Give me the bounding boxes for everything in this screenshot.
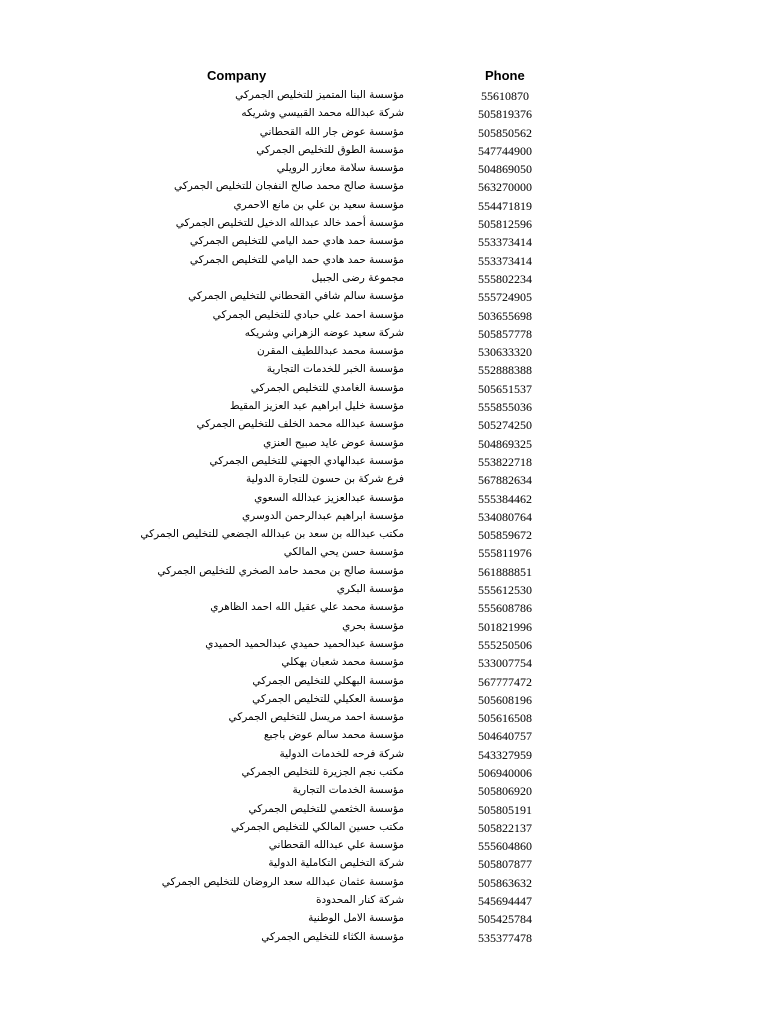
company-name: مؤسسة خليل ابراهيم عبد العزيز المقيط (229, 400, 404, 413)
phone-number: 555608786 (478, 601, 532, 616)
table-row (0, 781, 768, 799)
company-name: مجموعة رضى الجبيل (311, 271, 404, 284)
company-name: مؤسسة الطوق للتخليص الجمركي (256, 143, 404, 156)
phone-number: 567777472 (478, 674, 532, 689)
phone-number: 505651537 (478, 381, 532, 396)
company-name: مؤسسة عبدالهادي الجهني للتخليص الجمركي (209, 454, 404, 467)
table-row (0, 159, 768, 177)
company-name: فرع شركة بن حسون للتجارة الدولية (246, 473, 404, 486)
phone-number: 505425784 (478, 912, 532, 927)
phone-number: 505812596 (478, 217, 532, 232)
company-name: مؤسسة بحري (342, 619, 404, 632)
table-row (0, 397, 768, 415)
phone-number: 533007754 (478, 656, 532, 671)
table-row (0, 854, 768, 872)
phone-number: 543327959 (478, 747, 532, 762)
table-row (0, 873, 768, 891)
table-row (0, 251, 768, 269)
phone-number: 504640757 (478, 729, 532, 744)
table-row (0, 909, 768, 927)
phone-number: 505859672 (478, 528, 532, 543)
company-name: مؤسسة البنا المتميز للتخليص الجمركي (235, 89, 404, 101)
company-name: شركة كنار المحدودة (315, 894, 404, 907)
company-name: شركة سعيد عوضه الزهراني وشريكه (244, 326, 404, 339)
company-name: مؤسسة عوض جار الله القحطاني (259, 125, 404, 138)
company-name: مؤسسة محمد شعبان بهكلي (281, 656, 404, 669)
company-name: مؤسسة عثمان عبدالله سعد الروضان للتخليص الجمركي (161, 875, 404, 888)
company-name: مؤسسة العكيلي للتخليص الجمركي (252, 692, 404, 705)
table-row (0, 891, 768, 909)
phone-number: 505805191 (478, 802, 532, 817)
phone-number: 535377478 (478, 930, 532, 945)
company-name: مؤسسة احمد مريسل للتخليص الجمركي (228, 711, 404, 724)
table-row (0, 86, 768, 104)
phone-number: 555384462 (478, 491, 532, 506)
table-row (0, 104, 768, 122)
table-row (0, 836, 768, 854)
phone-number: 561888851 (478, 564, 532, 579)
table-row (0, 489, 768, 507)
phone-number: 530633320 (478, 345, 532, 360)
phone-number: 547744900 (478, 143, 532, 158)
company-name: مؤسسة سلامة معازر الرويلي (276, 162, 404, 175)
phone-number: 55610870 (481, 89, 529, 103)
table-row (0, 306, 768, 324)
phone-number: 555802234 (478, 271, 532, 286)
table-row (0, 360, 768, 378)
phone-number: 554471819 (478, 198, 532, 213)
company-name: مؤسسة الخدمات التجارية (292, 784, 404, 797)
table-row (0, 745, 768, 763)
table-row (0, 177, 768, 195)
phone-number: 534080764 (478, 509, 532, 524)
company-name: مؤسسة عبدالله محمد الخلف للتخليص الجمركي (196, 418, 404, 431)
company-name: شركة فرحه للخدمات الدولية (279, 747, 404, 760)
company-name: مؤسسة احمد علي حبادي للتخليص الجمركي (212, 308, 404, 321)
company-name: مؤسسة البكري (336, 583, 404, 596)
phone-number: 553822718 (478, 454, 532, 469)
phone-number: 545694447 (478, 894, 532, 909)
table-row (0, 653, 768, 671)
company-phone-table (0, 86, 768, 946)
table-row (0, 763, 768, 781)
table-row (0, 726, 768, 744)
phone-number: 505850562 (478, 125, 532, 140)
table-row (0, 379, 768, 397)
company-name: مؤسسة الكثاء للتخليص الجمركي (261, 930, 404, 943)
company-name: مؤسسة حسن يحي المالكي (283, 546, 404, 559)
company-name: مؤسسة عوض عايد صبيح العنزي (263, 436, 404, 449)
company-name: مكتب نجم الجزيرة للتخليص الجمركي (241, 765, 404, 778)
table-row (0, 672, 768, 690)
table-row (0, 232, 768, 250)
phone-number: 555855036 (478, 400, 532, 415)
table-row (0, 214, 768, 232)
table-row (0, 123, 768, 141)
phone-number: 503655698 (478, 308, 532, 323)
phone-number: 563270000 (478, 180, 532, 195)
company-name: مؤسسة سعيد بن علي بن مانع الاحمري (233, 198, 404, 211)
phone-number: 506940006 (478, 765, 532, 780)
company-name: مؤسسة عبدالحميد حميدي عبدالحميد الحميدي (205, 637, 404, 650)
phone-number: 555604860 (478, 839, 532, 854)
table-row (0, 287, 768, 305)
phone-number: 505819376 (478, 107, 532, 122)
table-row (0, 507, 768, 525)
company-name: مؤسسة البهكلي للتخليص الجمركي (252, 674, 404, 687)
phone-number: 501821996 (478, 619, 532, 634)
table-row (0, 269, 768, 287)
company-name: شركة عبدالله محمد القبيسي وشريكه (241, 107, 404, 120)
company-name: مؤسسة سالم شافي القحطاني للتخليص الجمركي (188, 290, 404, 303)
table-row (0, 800, 768, 818)
phone-number: 505863632 (478, 875, 532, 890)
company-name: مؤسسة محمد سالم عوض باجبع (263, 729, 404, 742)
company-name: مؤسسة أحمد خالد عبدالله الدخيل للتخليص الجمركي (175, 217, 404, 230)
phone-number: 505274250 (478, 418, 532, 433)
phone-number: 555612530 (478, 583, 532, 598)
company-name: شركة التخليص التكاملية الدولية (268, 857, 404, 870)
table-row (0, 690, 768, 708)
company-name: مؤسسة حمد هادي حمد اليامي للتخليص الجمركي (189, 235, 404, 248)
company-name: مؤسسة علي عبدالله القحطاني (268, 839, 404, 852)
table-row (0, 818, 768, 836)
phone-number: 553373414 (478, 235, 532, 250)
table-row (0, 470, 768, 488)
company-name: مؤسسة الخثعمي للتخليص الجمركي (248, 802, 404, 815)
table-row (0, 617, 768, 635)
table-row (0, 342, 768, 360)
phone-number: 555724905 (478, 290, 532, 305)
phone-number: 505608196 (478, 692, 532, 707)
table-row (0, 141, 768, 159)
company-name: مؤسسة صالح بن محمد حامد الصخري للتخليص الجمركي (157, 564, 404, 577)
company-name: مؤسسة عبدالعزيز عبدالله السعوي (254, 491, 404, 504)
phone-number: 505807877 (478, 857, 532, 872)
company-name: مؤسسة الخبر للخدمات التجارية (266, 363, 404, 376)
company-name: مؤسسة محمد علي عقيل الله احمد الظاهري (210, 601, 404, 614)
phone-number: 553373414 (478, 253, 532, 268)
phone-number: 555811976 (478, 546, 532, 561)
table-row (0, 452, 768, 470)
company-name: مكتب حسين المالكي للتخليص الجمركي (230, 820, 404, 833)
phone-number: 505857778 (478, 326, 532, 341)
company-name: مؤسسة الغامدي للتخليص الجمركي (250, 381, 404, 394)
table-row (0, 434, 768, 452)
table-row (0, 415, 768, 433)
phone-number: 505822137 (478, 820, 532, 835)
company-header: Company (207, 68, 267, 83)
table-row (0, 196, 768, 214)
table-row (0, 525, 768, 543)
phone-number: 504869050 (478, 162, 532, 177)
phone-number: 504869325 (478, 436, 532, 451)
company-name: مكتب عبدالله بن سعد بن عبدالله الجضعي للتخليص الجمركي (140, 528, 404, 541)
phone-number: 555250506 (478, 637, 532, 652)
company-name: مؤسسة الامل الوطنية (308, 912, 404, 925)
phone-header: Phone (485, 68, 525, 83)
table-row (0, 562, 768, 580)
table-row (0, 598, 768, 616)
company-name: مؤسسة صالح محمد صالح النفجان للتخليص الجمركي (174, 180, 404, 193)
table-row (0, 324, 768, 342)
table-row (0, 543, 768, 561)
company-name: مؤسسة محمد عبداللطيف المقرن (256, 345, 404, 358)
table-row (0, 708, 768, 726)
phone-number: 552888388 (478, 363, 532, 378)
table-row (0, 580, 768, 598)
company-name: مؤسسة حمد هادي حمد اليامي للتخليص الجمركي (189, 253, 404, 266)
table-row (0, 635, 768, 653)
company-name: مؤسسة ابراهيم عبدالرحمن الدوسري (241, 509, 404, 522)
phone-number: 505806920 (478, 784, 532, 799)
phone-number: 505616508 (478, 711, 532, 726)
phone-number: 567882634 (478, 473, 532, 488)
table-row (0, 928, 768, 946)
